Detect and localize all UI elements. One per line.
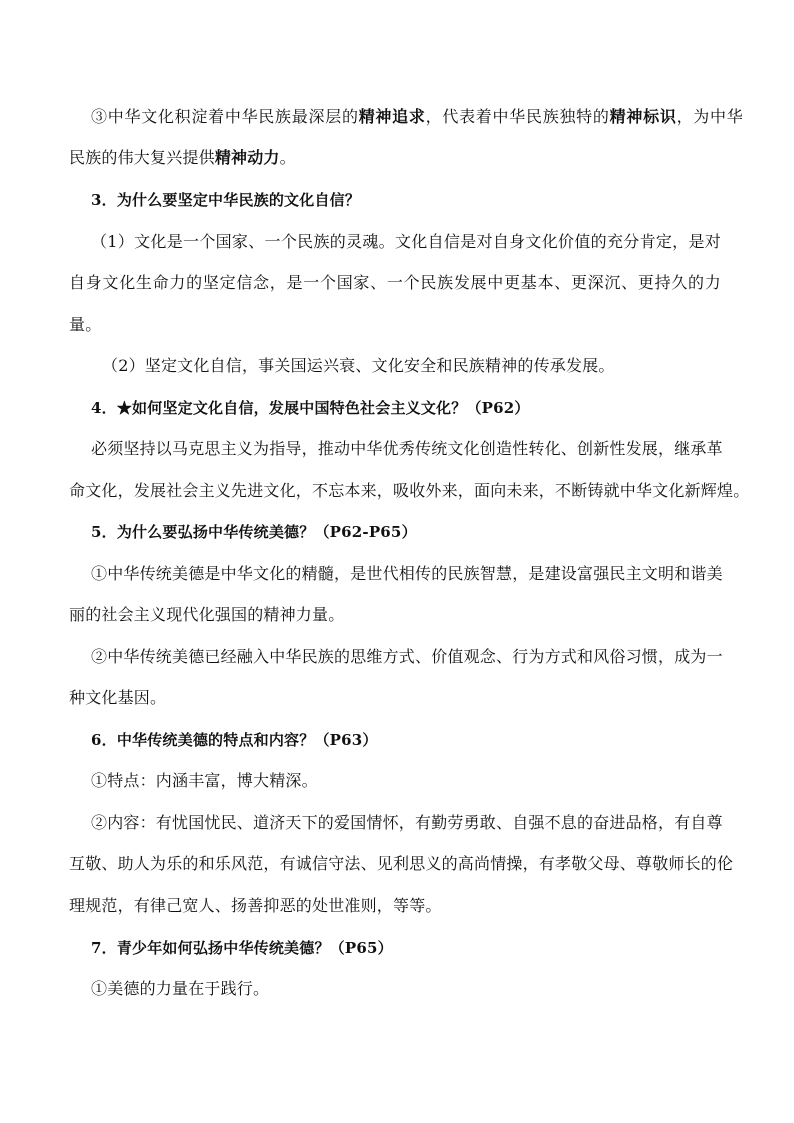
question-heading-3: 3．为什么要坚定中华民族的文化自信？ (91, 191, 361, 209)
text-run: ，代表着中华民族独特的 (425, 107, 610, 126)
paragraph-line: 互敬、助人为乐的和乐风范，有诚信守法、见利思义的高尚情操，有孝敬父母、尊敬师长的伦 (69, 854, 734, 873)
text-run: ③中华文化积淀着中华民族最深层的 (91, 107, 359, 126)
paragraph-line: 命文化，发展社会主义先进文化，不忘本来，吸收外来，面向未来，不断铸就中华文化新辉煌。 (69, 481, 750, 500)
question-heading-4: 4．★如何坚定文化自信，发展中国特色社会主义文化？（P62） (91, 399, 530, 417)
paragraph-line: 种文化基因。 (69, 688, 167, 707)
question-heading-5: 5．为什么要弘扬中华传统美德？（P62-P65） (91, 523, 417, 541)
paragraph-line: ①美德的力量在于践行。 (91, 979, 270, 998)
text-run: 民族的伟大复兴提供 (69, 148, 215, 167)
question-heading-6: 6．中华传统美德的特点和内容？（P63） (91, 731, 378, 749)
paragraph-line (91, 107, 743, 127)
paragraph-line: 量。 (69, 315, 102, 334)
paragraph-line: 理规范，有律己宽人、扬善抑恶的处世准则，等等。 (69, 896, 442, 915)
paragraph-line: （2）坚定文化自信，事关国运兴衰、文化安全和民族精神的传承发展。 (102, 356, 615, 375)
bold-term: 精神标识 (609, 107, 677, 126)
paragraph-line (69, 148, 296, 168)
paragraph-line: ①特点：内涵丰富，博大精深。 (91, 771, 318, 790)
bold-term: 精神动力 (214, 148, 280, 167)
paragraph-line: 必须坚持以马克思主义为指导，推动中华优秀传统文化创造性转化、创新性发展，继承革 (91, 439, 723, 458)
paragraph-line: ②中华传统美德已经融入中华民族的思维方式、价值观念、行为方式和风俗习惯，成为一 (91, 647, 723, 666)
paragraph-line: （1）文化是一个国家、一个民族的灵魂。文化自信是对自身文化价值的充分肯定，是对 (91, 232, 721, 251)
question-heading-7: 7．青少年如何弘扬中华传统美德？（P65） (91, 939, 393, 957)
bold-term: 精神追求 (358, 107, 426, 126)
paragraph-line: 自身文化生命力的坚定信念，是一个国家、一个民族发展中更基本、更深沉、更持久的力 (69, 273, 721, 292)
paragraph-line: ①中华传统美德是中华文化的精髓，是世代相传的民族智慧，是建设富强民主文明和谐美 (91, 564, 723, 583)
paragraph-line: 丽的社会主义现代化强国的精神力量。 (69, 605, 345, 624)
text-run: ，为中华 (676, 107, 743, 126)
paragraph-line: ②内容：有忧国忧民、道济天下的爱国情怀，有勤劳勇敢、自强不息的奋进品格，有自尊 (91, 813, 723, 832)
text-run: 。 (279, 148, 296, 167)
